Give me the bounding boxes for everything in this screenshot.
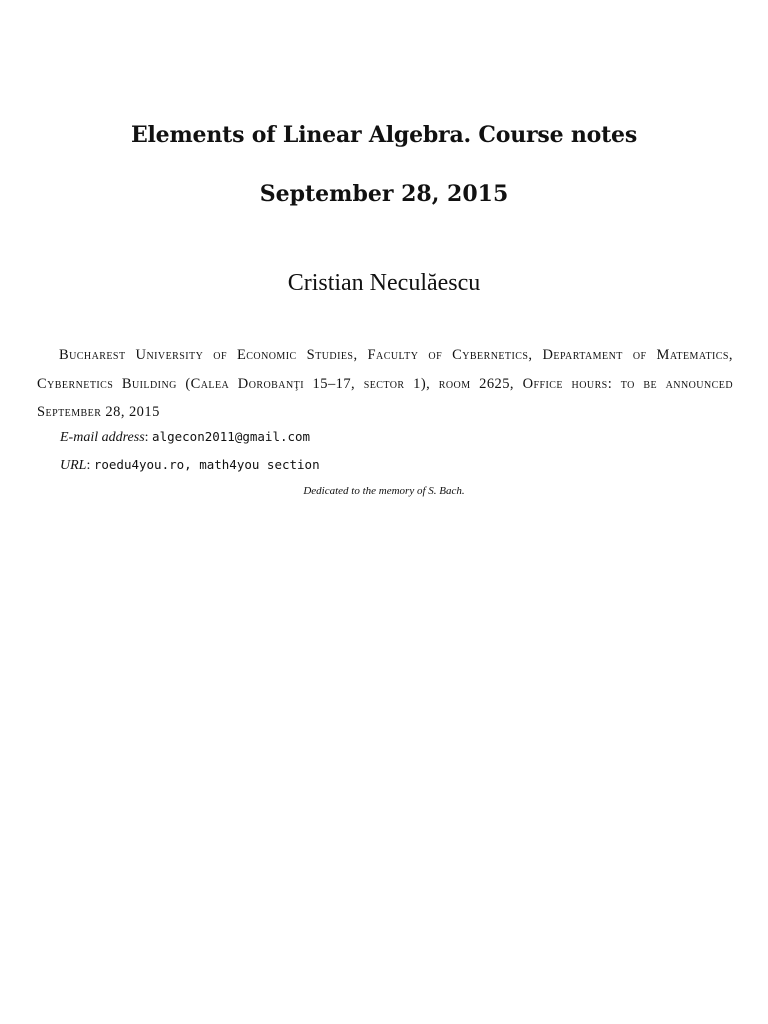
email-separator: : xyxy=(144,430,153,445)
url-line xyxy=(60,457,320,474)
dedication: Dedicated to the memory of S. Bach. xyxy=(303,485,465,497)
email-address: algecon2011@gmail.com xyxy=(152,429,311,444)
email-line xyxy=(60,429,310,446)
url-label: URL xyxy=(60,458,87,473)
email-label: E-mail address xyxy=(60,430,145,445)
author-address: Bucharest University of Economic Studies, Faculty of Cybernetics, Departament of Matematics, Cybernetics Building (Calea Dorobanţi 15–17, sector 1), room 2625, Office hours: to be announced September 28, 2015 xyxy=(37,347,733,420)
url-separator: : xyxy=(86,458,94,473)
author-name: Cristian Neculăescu xyxy=(287,270,481,296)
url-address: roedu4you.ro, math4you section xyxy=(93,457,320,472)
document-title: Elements of Linear Algebra. Course notes xyxy=(130,122,638,148)
document-date: September 28, 2015 xyxy=(259,181,509,207)
